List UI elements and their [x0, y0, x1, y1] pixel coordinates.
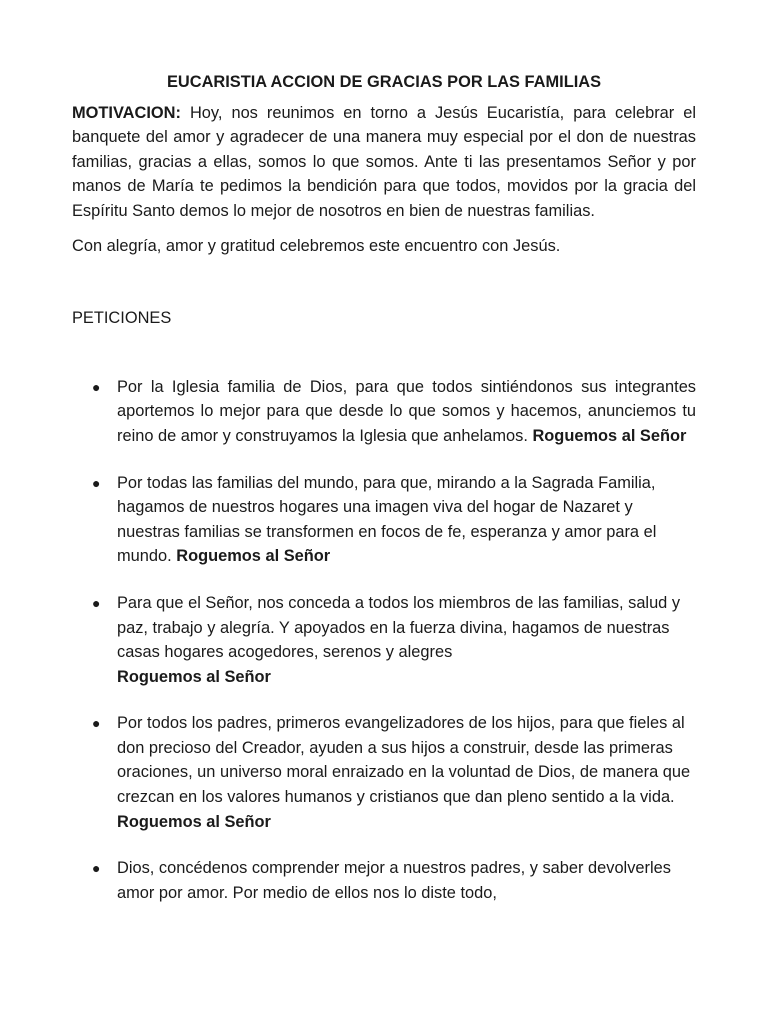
bullet-icon: ● — [92, 860, 101, 877]
bullet-icon: ● — [92, 715, 101, 732]
petition-text: Por todos los padres, primeros evangelizadores de los hijos, para que fieles al don precioso del Creador, ayuden a sus hijos a construir, desde las primeras oraciones, un universo moral enraizado en la voluntad de Dios, de manera que crezcan en los valores humanos y cristianos que dan pleno sentido a la vida. — [117, 714, 691, 807]
petition-text: Para que el Señor, nos conceda a todos los miembros de las familias, salud y paz, trabajo y alegría. Y apoyados en la fuerza divina, hagamos de nuestras casas hogares acogedores, serenos y alegres — [117, 593, 681, 662]
petition-item — [72, 591, 696, 689]
petition-item — [72, 471, 696, 569]
motivation-paragraph — [72, 101, 696, 224]
document-page — [72, 70, 696, 927]
motivation-text: Hoy, nos reunimos en torno a Jesús Eucaristía, para celebrar el banquete del amor y agradecer de una manera muy especial por el don de nuestras familias, gracias a ellas, somos lo que somos. Ante ti las presentamos Señor y por manos de María te pedimos la bendición para que todos, movidos por la gracia del Espíritu Santo demos lo mejor de nosotros en bien de nuestras familias. — [72, 103, 696, 220]
petition-text: Dios, concédenos comprender mejor a nuestros padres, y saber devolverles amor por amor. Por medio de ellos nos lo diste todo, — [117, 859, 671, 902]
petition-item — [72, 856, 696, 905]
petition-text: Por la Iglesia familia de Dios, para que todos sintiéndonos sus integrantes aportemos lo mejor para que desde lo que somos y hacemos, anunciemos tu reino de amor y construyamos la Iglesia que anhelamos. — [117, 377, 696, 445]
bullet-icon: ● — [92, 594, 101, 611]
petitions-list — [72, 375, 696, 906]
closing-line: Con alegría, amor y gratitud celebremos este encuentro con Jesús. — [72, 236, 561, 255]
petitions-heading: PETICIONES — [72, 309, 172, 328]
petition-response: Roguemos al Señor — [532, 426, 687, 445]
petition-text: Por todas las familias del mundo, para que, mirando a la Sagrada Familia, hagamos de nuestros hogares una imagen viva del hogar de Nazaret y nuestras familias se transformen en focos de fe, esperanza y amor para el mundo. — [117, 473, 657, 566]
bullet-icon: ● — [92, 474, 101, 491]
bullet-icon: ● — [92, 378, 101, 395]
petition-item — [72, 375, 696, 449]
petition-response: Roguemos al Señor — [117, 812, 271, 831]
motivation-label: MOTIVACION: — [72, 103, 181, 122]
petition-response: Roguemos al Señor — [117, 667, 271, 686]
document-title: EUCARISTIA ACCION DE GRACIAS POR LAS FAMILIAS — [166, 73, 602, 91]
petition-item — [72, 711, 696, 834]
petition-response: Roguemos al Señor — [176, 547, 331, 566]
